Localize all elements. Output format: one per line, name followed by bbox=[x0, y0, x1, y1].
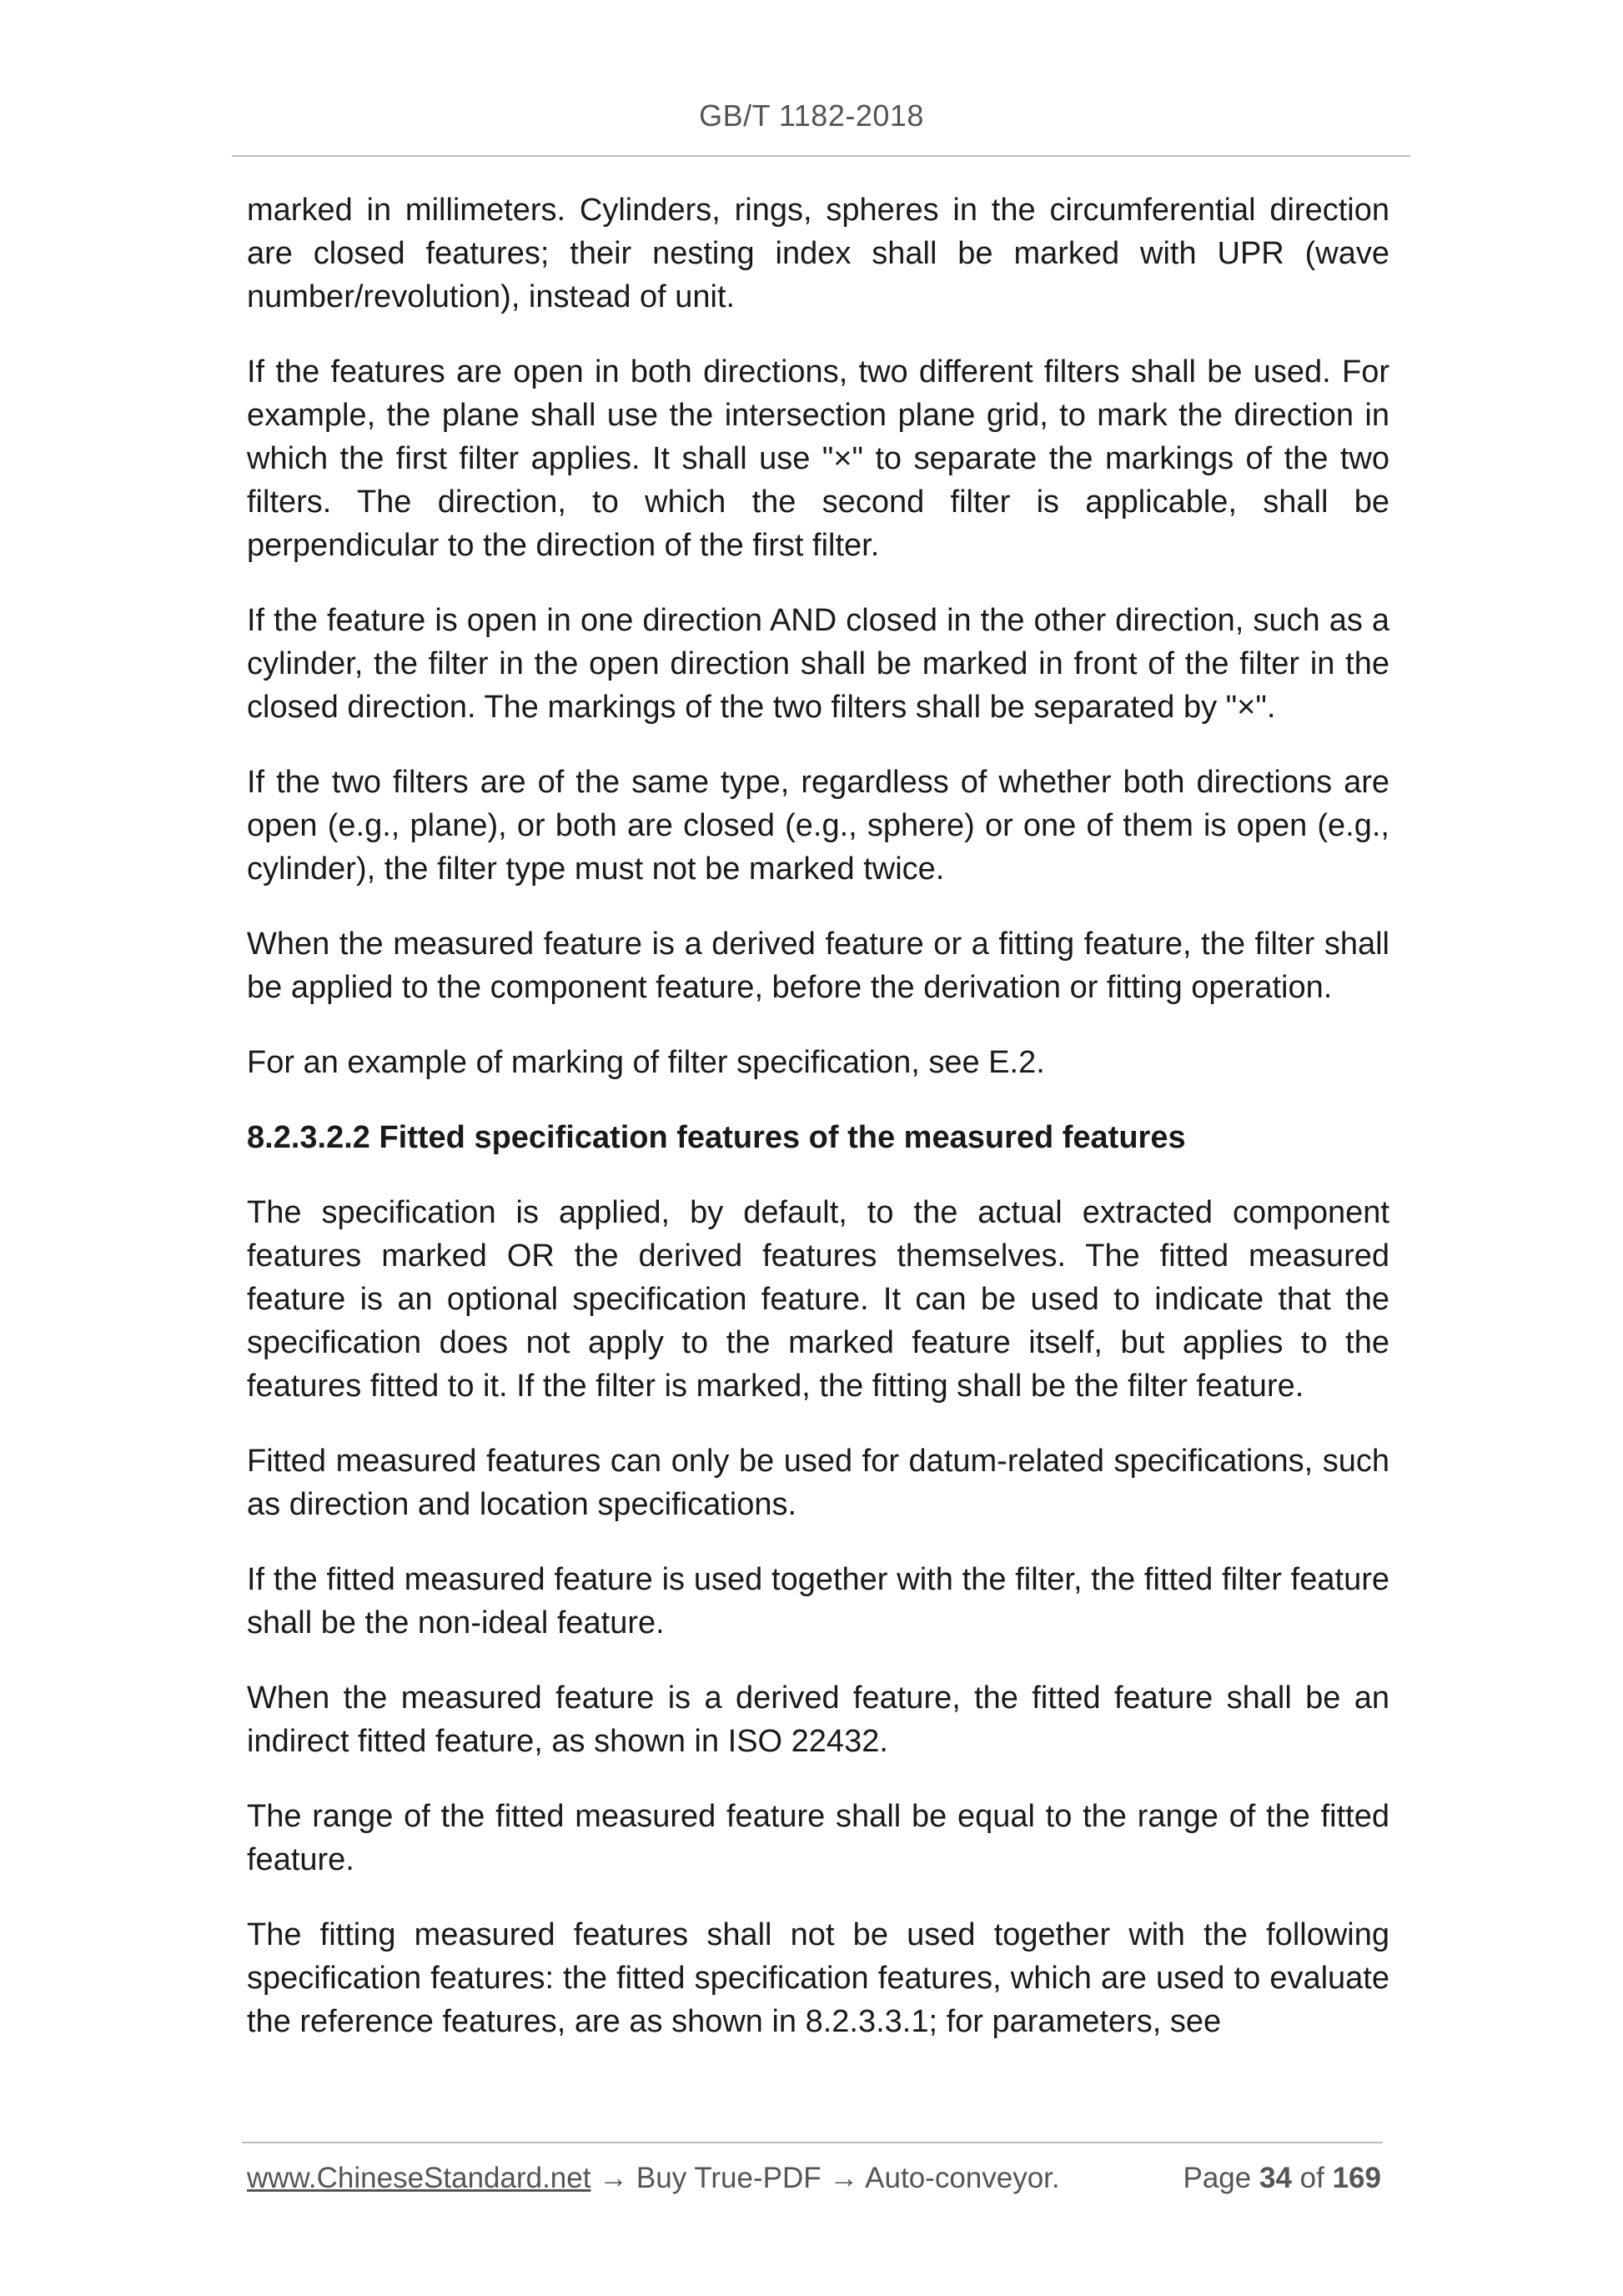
page-of: of bbox=[1299, 2162, 1324, 2194]
page-footer bbox=[247, 2162, 1381, 2195]
document-body bbox=[247, 188, 1389, 2075]
body-paragraph: For an example of marking of filter specification, see E.2. bbox=[247, 1045, 1045, 1080]
body-paragraph: Fitted measured features can only be used for datum-related specifications, such as direction and location specifications. bbox=[247, 1444, 1389, 1522]
body-paragraph: When the measured feature is a derived feature, the fitted feature shall be an indirect fitted feature, as shown in ISO 22432. bbox=[247, 1681, 1389, 1759]
body-paragraph: When the measured feature is a derived feature or a fitting feature, the filter shall be applied to the component feature, before the derivation or fitting operation. bbox=[247, 927, 1389, 1005]
page-total: 169 bbox=[1332, 2162, 1381, 2194]
document-header: GB/T 1182-2018 bbox=[699, 98, 924, 133]
body-paragraph: If the feature is open in one direction AND closed in the other direction, such as a cylinder, the filter in the open direction shall be marked in front of the filter in the closed direction. The markings of the two filters shall be separated by "×". bbox=[247, 603, 1389, 725]
footer-nav-text: → Buy True-PDF → Auto-conveyor. bbox=[590, 2162, 1060, 2194]
body-paragraph: The range of the fitted measured feature shall be equal to the range of the fitted feature. bbox=[247, 1799, 1389, 1877]
page-label: Page bbox=[1183, 2162, 1252, 2194]
section-heading: 8.2.3.2.2 Fitted specification features of the measured features bbox=[247, 1120, 1186, 1155]
footer-divider bbox=[242, 2142, 1383, 2143]
page-indicator bbox=[1183, 2162, 1382, 2195]
body-paragraph: If the features are open in both directions, two different filters shall be used. For example, the plane shall use the intersection plane grid, to mark the direction in which the first filter applies. It shall use "×" to separate the markings of the two filters. The direction, to which the second filter is applicable, shall be perpendicular to the direction of the first filter. bbox=[247, 354, 1389, 563]
header-divider bbox=[232, 155, 1410, 157]
site-link[interactable]: www.ChineseStandard.net bbox=[247, 2162, 591, 2194]
body-paragraph: The fitting measured features shall not be used together with the following specification features: the fitted specification features, which are used to evaluate the reference features, are as shown in 8.2.3.3.1; for parameters, see bbox=[247, 1917, 1389, 2039]
page-current: 34 bbox=[1259, 2162, 1292, 2194]
body-paragraph: The specification is applied, by default, to the actual extracted component features marked OR the derived features themselves. The fitted measured feature is an optional specification feature. It can be used to indicate that the specification does not apply to the marked feature itself, but applies to the features fitted to it. If the filter is marked, the fitting shall be the filter feature. bbox=[247, 1195, 1389, 1404]
body-paragraph: If the two filters are of the same type, regardless of whether both directions are open (e.g., plane), or both are closed (e.g., sphere) or one of them is open (e.g., cylinder), the filter type must not be marked twice. bbox=[247, 765, 1389, 887]
body-paragraph: marked in millimeters. Cylinders, rings, spheres in the circumferential direction are closed features; their nesting index shall be marked with UPR (wave number/revolution), instead of unit. bbox=[247, 193, 1389, 314]
body-paragraph: If the fitted measured feature is used together with the filter, the fitted filter feature shall be the non-ideal feature. bbox=[247, 1562, 1389, 1640]
